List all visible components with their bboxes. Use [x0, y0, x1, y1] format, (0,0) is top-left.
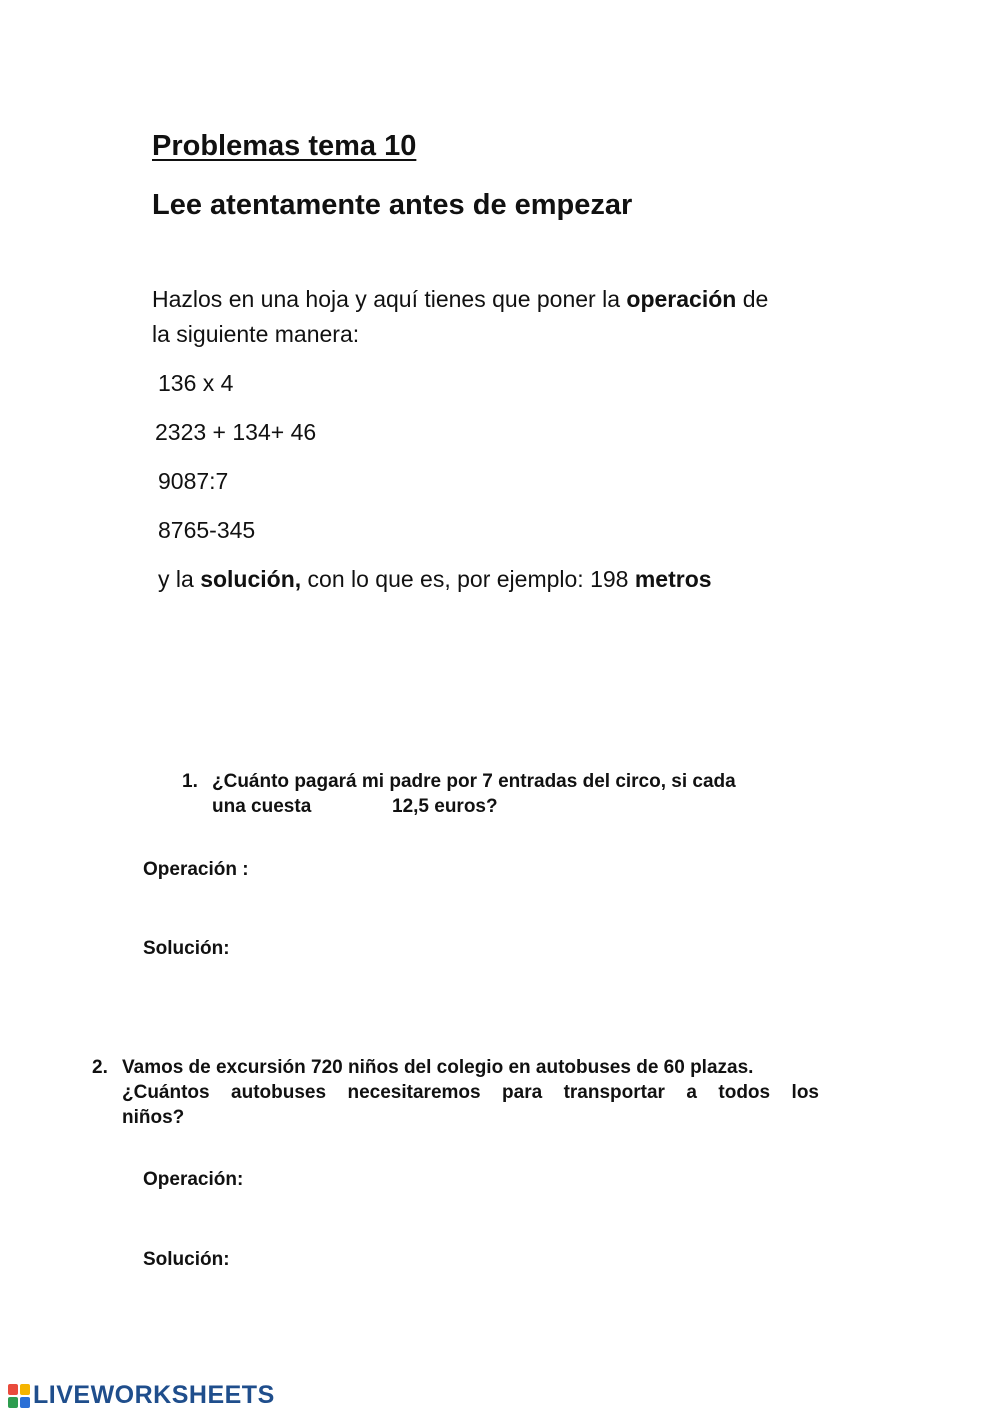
logo-square — [20, 1397, 30, 1408]
question-number: 2. — [92, 1057, 108, 1078]
question-text: 12,5 euros? — [392, 796, 498, 817]
logo-square — [8, 1397, 18, 1408]
liveworksheets-logo-icon — [8, 1384, 30, 1408]
solution-line-text: con lo que es, por ejemplo: 198 — [301, 566, 635, 592]
question-text: una cuesta — [212, 796, 312, 817]
intro-line: la siguiente manera: — [152, 321, 360, 347]
intro-line — [152, 286, 768, 313]
intro-bold-operation: operación — [626, 286, 737, 312]
question-text: ¿Cuánto pagará mi padre por 7 entradas del circo, si cada — [212, 771, 736, 792]
metros-bold: metros — [634, 566, 712, 592]
logo-square — [8, 1384, 18, 1395]
question-number: 1. — [182, 771, 198, 792]
solution-label: Solución: — [143, 938, 230, 959]
solution-label: Solución: — [143, 1249, 230, 1270]
question-text: ¿Cuántos autobuses necesitaremos para transportar a todos los — [122, 1082, 819, 1103]
example-operation: 136 x 4 — [158, 370, 234, 396]
solution-bold: solución, — [200, 566, 302, 592]
liveworksheets-logo — [8, 1381, 275, 1410]
intro-text-suffix: de — [736, 286, 769, 312]
operation-label: Operación: — [143, 1169, 244, 1190]
page-title: Problemas tema 10 — [152, 130, 417, 162]
question-text: niños? — [122, 1107, 185, 1128]
solution-example-line — [158, 566, 712, 593]
logo-square — [20, 1384, 30, 1395]
page-subtitle: Lee atentamente antes de empezar — [152, 189, 633, 221]
operation-label: Operación : — [143, 859, 249, 880]
question-text: Vamos de excursión 720 niños del colegio en autobuses de 60 plazas. — [122, 1057, 754, 1078]
solution-line-text: y la — [158, 566, 201, 592]
example-operation: 9087:7 — [158, 468, 229, 494]
example-operation: 2323 + 134+ 46 — [155, 419, 317, 445]
logo-text: LIVEWORKSHEETS — [33, 1381, 275, 1409]
example-operation: 8765-345 — [158, 517, 256, 543]
intro-text: Hazlos en una hoja y aquí tienes que poner la — [152, 286, 627, 312]
